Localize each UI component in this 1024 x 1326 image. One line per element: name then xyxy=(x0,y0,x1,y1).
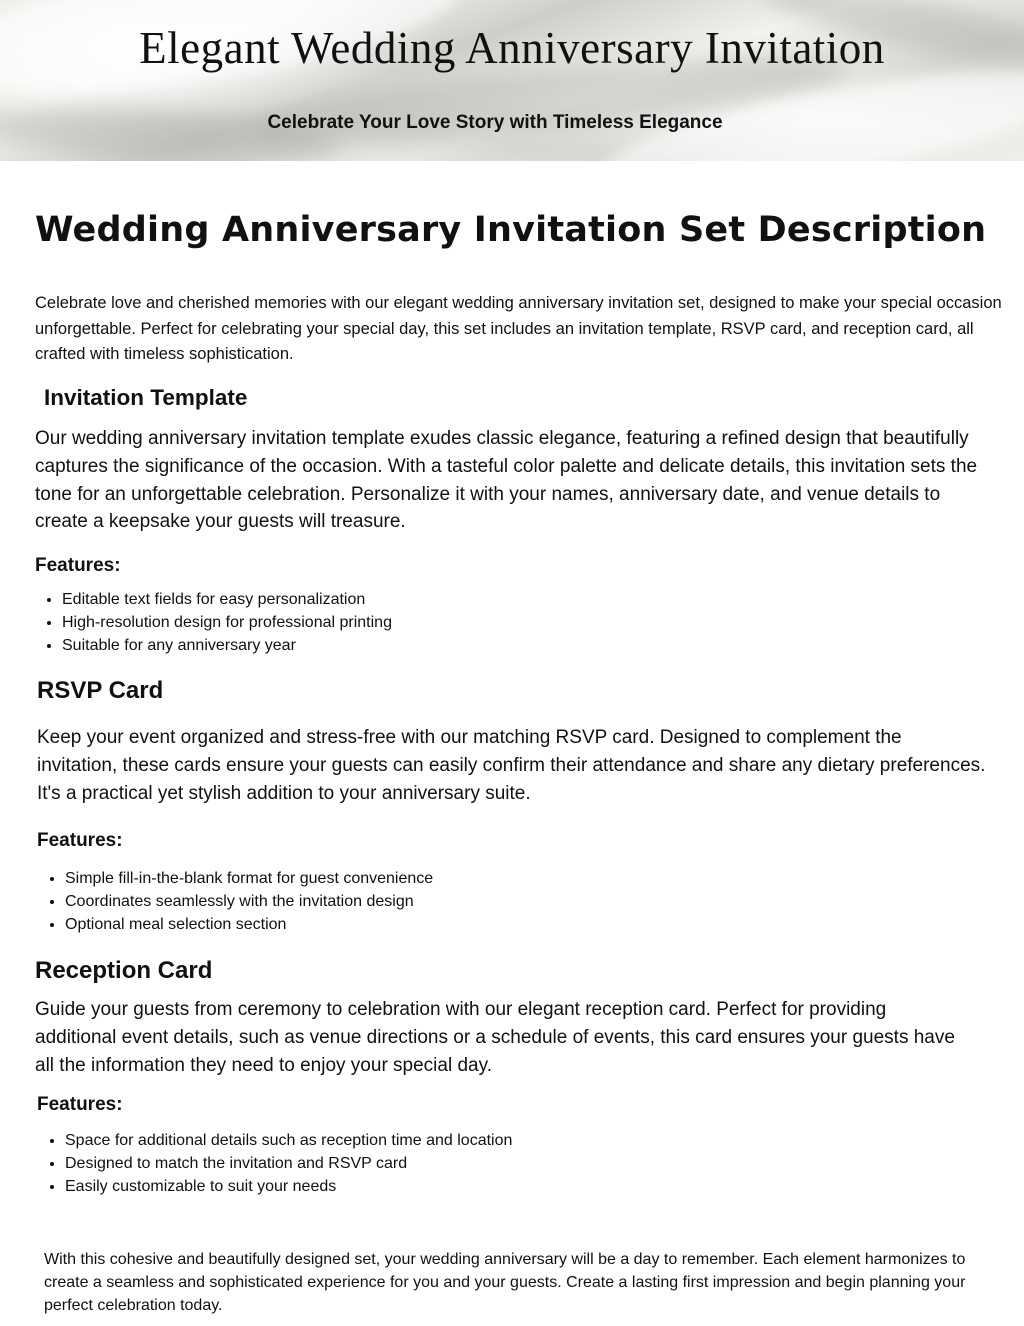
section-heading-invitation-template: Invitation Template xyxy=(44,385,248,410)
list-item: • Editable text fields for easy personalization xyxy=(62,589,962,612)
intro-paragraph: Celebrate love and cherished memories with our elegant wedding anniversary invitation set, designed to make your special occasion unforgettable. Perfect for celebrating your special day, this set includes an invitation template, RSVP card, and reception card, all crafted with timeless sophistication. xyxy=(35,294,1002,363)
hero-title: Elegant Wedding Anniversary Invitation xyxy=(139,23,885,73)
list-item: • High-resolution design for professional printing xyxy=(62,612,962,635)
section-heading-reception-card: Reception Card xyxy=(35,957,213,984)
list-item: • Coordinates seamlessly with the invitation design xyxy=(65,891,965,914)
section-heading-rsvp-card: RSVP Card xyxy=(37,677,164,704)
list-item: • Space for additional details such as reception time and location xyxy=(65,1130,965,1153)
hero-subtitle: Celebrate Your Love Story with Timeless Elegance xyxy=(267,112,723,133)
section-body-reception-card: Guide your guests from ceremony to celebration with our elegant reception card. Perfect for providing additional event details, such as venue directions or a schedule of events, this card ensures your guests have all the information they need to enjoy your special day. xyxy=(35,999,955,1076)
list-item: • Suitable for any anniversary year xyxy=(62,635,962,658)
list-item: • Simple fill-in-the-blank format for guest convenience xyxy=(65,868,965,891)
features-label: Features: xyxy=(35,555,121,576)
closing-paragraph: With this cohesive and beautifully designed set, your wedding anniversary will be a day to remember. Each element harmonizes to create a seamless and sophisticated experience for you and your guests. Create a lasting first impression and begin planning your perfect celebration today. xyxy=(44,1251,966,1314)
features-label: Features: xyxy=(37,1094,123,1115)
list-item: • Designed to match the invitation and RSVP card xyxy=(65,1153,965,1176)
hero-banner xyxy=(0,0,1024,161)
page-title: Wedding Anniversary Invitation Set Description xyxy=(35,210,987,250)
features-list-reception-card xyxy=(37,1130,965,1198)
features-list-rsvp-card xyxy=(37,868,965,936)
section-body-rsvp-card: Keep your event organized and stress-free with our matching RSVP card. Designed to complement the invitation, these cards ensure your guests can easily confirm their attendance and share any dietary preferences. It's a practical yet stylish addition to your anniversary suite. xyxy=(37,727,986,804)
list-item: • Optional meal selection section xyxy=(65,914,965,937)
features-list-invitation-template xyxy=(34,589,962,657)
features-label: Features: xyxy=(37,830,123,851)
list-item: • Easily customizable to suit your needs xyxy=(65,1176,965,1199)
section-body-invitation-template: Our wedding anniversary invitation template exudes classic elegance, featuring a refined design that beautifully captures the significance of the occasion. With a tasteful color palette and delicate details, this invitation sets the tone for an unforgettable celebration. Personalize it with your names, anniversary date, and venue details to create a keepsake your guests will treasure. xyxy=(35,428,978,533)
